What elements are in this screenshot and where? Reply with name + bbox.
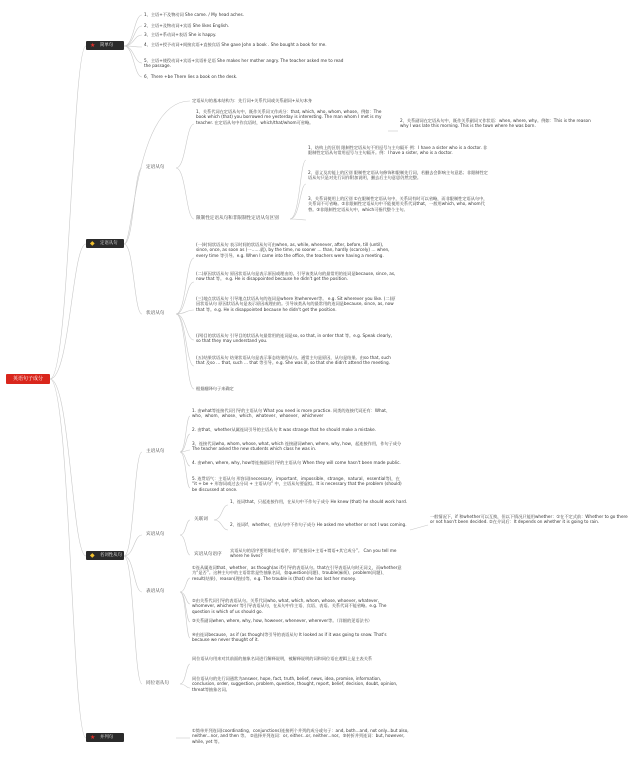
badge-icon: ◆ [90, 552, 95, 559]
branch-noun-clause[interactable] [86, 551, 124, 560]
branch-label: 名词性从句 [100, 553, 122, 558]
subject-1: 1. 由what等连接代词引导的主语从句 What you need is more practice. 同类的连接代词还有：What、who、whom、whose、which、whatever、whoever、whichever [192, 408, 391, 419]
adverbial-3: (三)地点状语从句 引导地点状语从句的连词是where 和wherever等。 e.g. Sit wherever you like. (二)原因状语从句 原因状语从句是表示原因或理由的。引导该类从句的最常用的连词是because, since, as, now that 等。e.g. He is disappointed because he didn't get the position. [196, 296, 396, 312]
adverbial-6: 根据翻译句子来确定 [196, 386, 234, 391]
attributive-p1: 1、关系代词在定语从句中，既作关系词又作成分：that, which, who, whom, whose。例如：The book which (that) you borrowed me yesterday is interesting. The man whom I met is my teacher. 在定语从句中作宾语时，which/that/whom可省略。 [196, 109, 382, 125]
root-node[interactable]: 英语句子成分 [6, 374, 50, 384]
branch-label: 简单句 [100, 43, 114, 48]
sub-appositive-clause[interactable]: 同位语从句 [146, 681, 169, 686]
appositive-2: 同位语从句的先行词通常为answer, hope, fact, truth, belief, news, idea, promise, information, conclusion, order, suggestion, problem, question, thought, report, belief, decision, doubt, opinion, threat等抽象名词。 [192, 676, 398, 692]
simple-item-2: 2、主语+及物动词+宾语 She likes English. [144, 23, 230, 28]
object-order-head[interactable]: 宾语从句语序 [194, 552, 222, 557]
subject-5: 5. 连贯语气：主语从句 形容词(necessary、important、impossible、strange、natural、essential等)，在 “it + be + 形容词或过去分词 + 主语从句” 中，主语从句要虚拟。It is necessary that the problem (should) be discussed at once. [192, 476, 402, 492]
predicative-4: ④由连词because，as if (as though)等引导的表语从句 It looked as if it was going to snow. That's because we never thought of it. [192, 632, 387, 643]
branch-label: 并列句 [100, 735, 114, 740]
branch-attributive-clause[interactable] [86, 239, 124, 248]
predicative-2: ②由关系代词引导的表语从句。关系代词who, what, which, whom, whose, whoever, whatever, whomever, whichever 等引导表语从句，在从句中作主语、宾语、表语。关系代词不能省略。e.g. The question is which of us should go. [192, 598, 387, 614]
coordinate-text: ①简单并列连词(coordinating、conjunctions)连接两个并列的成分或句子：and, both...and, not only...but also, neither...nor, and then 等。 ②选择并列连词：or, either...or, neither...nor。③转折并列连词：but, however, while, yet 等。 [192, 728, 409, 744]
simple-item-1: 1、主语+不及物动词 She came. / My head aches. [144, 12, 244, 17]
subject-2: 2. 由that、whether从属连词引导的主语从句 It was strange that he should make a mistake. [192, 427, 377, 432]
object-side: 一般情况下，if 和whether可以互换，但以下情况只能用whether：①在不定式前：Whether to go there or not hasn't been decided. ②在介词后：It depends on whether it is going to rain. [430, 514, 628, 525]
simple-item-5: 5、主语+使役动词+宾语+宾语补足语 She makes her mother angry. The teacher asked me to read the passage. [144, 58, 344, 69]
object-2: 2、连词if、whether，在从句中不作句子成分 He asked me whether or not I was coming. [230, 522, 407, 527]
restrictive-b: 2、意义及功能上的区别 限制性定语从句修饰和限制先行词，若删去会影响主句意思；非限制性定语从句只是对先行词作附加说明，删去后主句意思仍然完整。 [308, 170, 488, 181]
attributive-intro: 定语从句的基本结构为：先行词+关系代词或关系副词+从句本身 [192, 98, 313, 103]
adverbial-2: (二)原因状语从句 原因状语从句是表示原因或理由的。引导该类从句的最常用的连词是because, since, as, now that 等。 e.g. He is disappointed because he didn't get the position. [196, 271, 396, 282]
restrictive-c: 3、关系词使用上的区别 ①在限制性定语从句中，关系词有时可以省略，而非限制性定语从句中，关系词不可省略。②非限制性定语从句中不能使用关系代词that，一般用which, who, whom代替。③非限制性定语从句中，which可指代整个主句。 [308, 196, 488, 212]
sub-subject-clause[interactable]: 主语从句 [146, 449, 165, 454]
star-icon: ★ [90, 42, 96, 49]
star-icon: ★ [90, 734, 96, 741]
sub-predicative-clause[interactable]: 表语从句 [146, 589, 165, 594]
sub-adverbial[interactable]: 状语从句 [146, 311, 165, 316]
attributive-p1-side: 2、关系副词在定语从句中，既作关系副词又作状语：when, where, why。例如：This is the reason why I was late this morning. This is the town where he was born. [400, 118, 591, 129]
badge-icon: ◆ [90, 240, 95, 247]
branch-coordinate-sentence[interactable] [86, 733, 124, 742]
restrictive-head[interactable]: 限制性定语从句和非限制性定语从句区别 [196, 216, 279, 221]
sub-object-clause[interactable]: 宾语从句 [146, 532, 165, 537]
appositive-1: 同位语从句用来对其前面的抽象名词进行解释说明，被解释说明的词和同位语在逻辑上是主表关系 [192, 656, 373, 661]
subject-4: 4. 由when, where, why, how等连接副词引导的主语从句 When they will come hasn't been made public. [192, 460, 401, 465]
sub-attributive[interactable]: 定语从句 [146, 165, 165, 170]
object-order: 宾语从句的语序要用陈述句语序，即“连接词+主语+谓语+其它成分”。 Can you tell me where he lives? [230, 548, 397, 559]
adverbial-1: (一)时间状语从句 表示时间的状语从句可由when, as, while, whenever, after, before, till (until), since, once, as soon as (一……就), by the time, no sooner … than, hardly (scarcely) … when, every time 等引导。e.g. When I came into the office, the teachers were having a meeting. [196, 242, 390, 258]
object-1: 1、连词that，只起连接作用，在从句中不作句子成分 He knew (that) he should work hard. [230, 499, 408, 504]
simple-item-3: 3、主语+系动词+表语 She is happy. [144, 32, 217, 37]
subject-3: 3、连接代词who, whom, whose, what, which 连接副词when, where, why, how，起连接作用，作句子成分 The teacher asked the new students which class he was in. [192, 441, 402, 452]
predicative-3: ③关系副词when, where, why, how, however, whenever, wherever等。（详细的见语法书） [192, 618, 373, 623]
simple-item-6: 6、There +be There lies a book on the desk. [144, 74, 238, 79]
simple-item-4: 4、主语+授予动词+间接宾语+直接宾语 She gave John a book . She bought a book for me. [144, 42, 327, 47]
adverbial-5: (五)结果状语从句 结果状语从句是表示事态结果的从句。通常主句是原因，从句是结果。由so that, such that 及so … that, such … that 等引导。e.g. She was ill, so that she didn't attend the meeting. [196, 355, 391, 366]
branch-label: 定语从句 [100, 241, 118, 246]
restrictive-a: 1、结构上的区别 限制性定语从句不用逗号与主句隔开 例：I have a sister who is a doctor. 非限制性定语从句常用逗号与主句隔开。例：I have a sister, who is a doctor. [308, 145, 488, 156]
adverbial-4: (四)目的状语从句 引导目的状语从句最常用的连词是so, so that, in order that 等。e.g. Speak clearly, so that they may understand you. [196, 333, 392, 344]
predicative-1: ①连从属连词that、whether、as though(as if)引导的表语从句。that在引导表语从句时无词义，而whether意为“是否”。这种主句中的主语常常是些抽象名词，如question(问题)、trouble(麻烦)、problem(问题)、result(结果)、reason(理由)等。e.g. The trouble is (that) she has lost her money. [192, 565, 402, 581]
object-head[interactable]: 关联词 [194, 517, 208, 522]
branch-simple-sentence[interactable] [86, 41, 124, 50]
